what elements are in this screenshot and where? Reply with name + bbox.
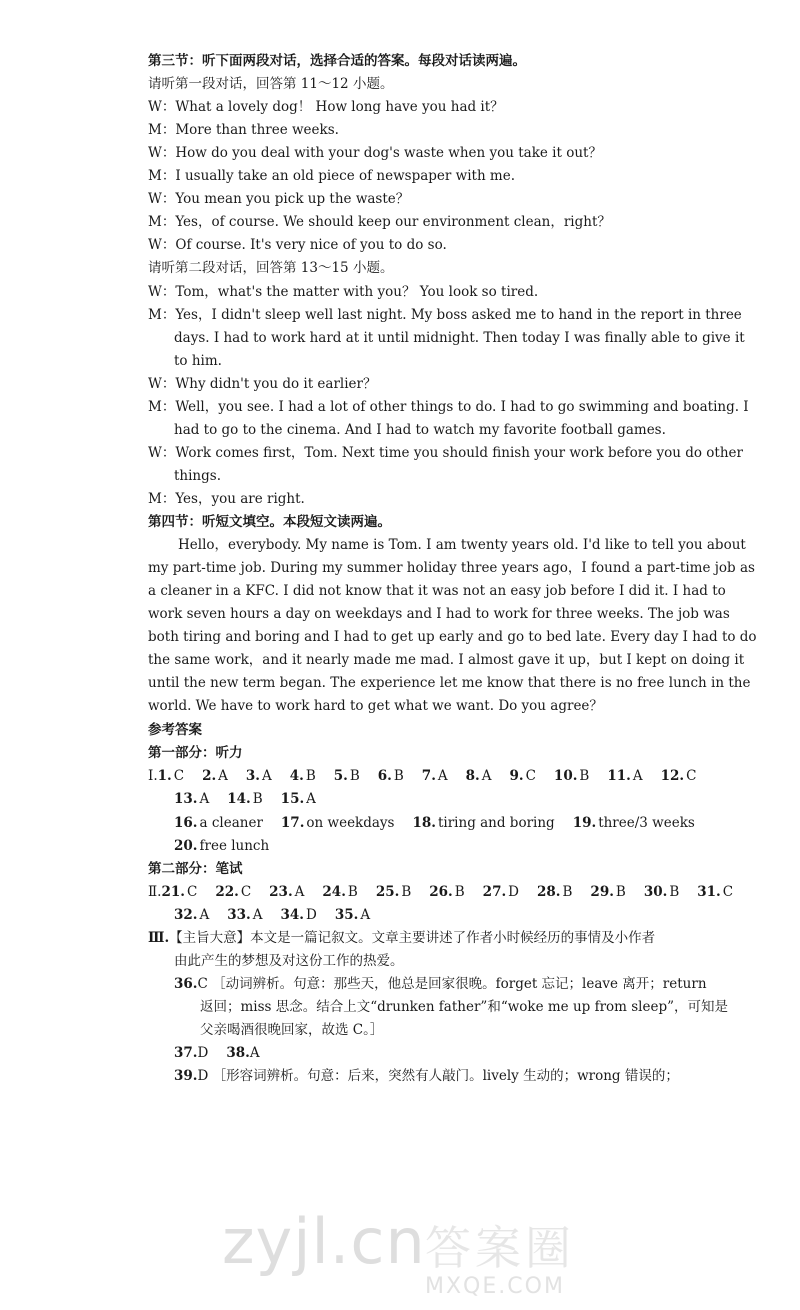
dialogue-line: M：More than three weeks. [148,122,339,138]
answer-value: a cleaner [199,815,263,831]
answer-value: A [252,907,263,923]
passage-line: until the new term began. The experience let me know that there is no free lunch in the [148,675,751,691]
question-number: 8. [465,768,480,784]
answer-value: D [508,884,519,900]
mxqe-watermark [425,1212,775,1307]
answer-value: C [240,884,252,900]
dialogue-line: W：Why didn't you do it earlier？ [148,376,377,392]
dialogue-1-instruction: 请听第一段对话，回答第 11～12 小题。 [148,76,394,92]
question-number: 37. [174,1045,198,1061]
question-number: 3. [245,768,260,784]
answer-row [148,883,751,901]
question-number: 10. [553,768,578,784]
passage-line: my part-time job. During my summer holiday three years ago，I found a part-time job as [148,560,755,576]
answer-value: B [347,884,358,900]
answer-value: D [197,1045,209,1061]
question-number: 1. [157,768,172,784]
answer-value: tiring and boring [437,815,555,831]
answer-value: A [218,768,228,784]
question-number: 33. [227,907,251,923]
answer-value: on weekdays [306,815,395,831]
answer-value: C [186,884,198,900]
dialogue-line: days. I had to work hard at it until midnight. Then today I was finally able to give it [174,330,745,346]
answer-value: B [393,768,404,784]
summary-text: 【主旨大意】本文是一篇记叙文。文章主要讲述了作者小时候经历的事情及小作者 [169,930,656,946]
question-number: 26. [429,884,453,900]
answer-value: C [173,768,185,784]
explanation-text: C ［动词辨析。句意：那些天，他总是回家很晚。forget 忘记；leave 离开；return [197,976,707,992]
explanation-text: 返回；miss 思念。结合上文“drunken father”和“woke me up from sleep”，可知是 [200,999,729,1015]
part-1-heading: 第一部分：听力 [148,745,243,761]
section-3-summary [148,929,655,947]
question-number: 31. [697,884,721,900]
answer-value: A [306,791,316,807]
question-number: 2. [202,768,217,784]
answer-value: A [360,907,371,923]
summary-text: 由此产生的梦想及对这份工作的热爱。 [174,953,404,969]
dialogue-line: M：I usually take an old piece of newspaper with me. [148,168,516,184]
dialogue-line: M：Yes，you are right. [148,491,305,507]
answer-value: B [579,768,590,784]
question-number: 28. [537,884,561,900]
answer-value: B [562,884,573,900]
question-number: 14. [227,791,251,807]
dialogue-line: to him. [174,353,222,369]
dialogue-line: W：Of course. It's very nice of you to do so. [148,237,447,253]
question-number: 29. [590,884,614,900]
answer-row [174,906,388,924]
answer-37-38 [174,1044,260,1062]
question-number: 16. [174,815,198,831]
dialogue-line: M：Well，you see. I had a lot of other things to do. I had to go swimming and boating. I [148,399,749,415]
section-4-heading: 第四节：听短文填空。本段短文读两遍。 [148,514,391,530]
question-number: 20. [174,838,198,854]
question-number: 7. [421,768,436,784]
answer-value: A [249,1045,260,1061]
answer-value: B [349,768,360,784]
watermark-url: MXQE.COM [425,1274,565,1299]
dialogue-line: M：Yes，I didn't sleep well last night. My boss asked me to hand in the report in three [148,307,742,323]
part-2-heading: 第二部分：笔试 [148,861,243,877]
question-number: 11. [607,768,631,784]
dialogue-line: W：What a lovely dog！ How long have you had it？ [148,99,504,115]
section-3-heading: 第三节：听下面两段对话，选择合适的答案。每段对话读两遍。 [148,53,526,69]
passage-line: the same work，and it nearly made me mad. I almost gave it up，but I kept on doing it [148,652,745,668]
question-number: 6. [377,768,392,784]
answer-value: C [686,768,697,784]
question-number: 12. [660,768,685,784]
question-number: 38. [226,1045,250,1061]
question-number: 21. [161,884,185,900]
answer-value: A [437,768,448,784]
roman-numeral: Ⅲ. [148,930,170,946]
answer-value: D [306,907,317,923]
question-number: 17. [280,815,305,831]
explanation-text: D ［形容词辨析。句意：后来，突然有人敲门。lively 生动的；wrong 错误的； [197,1068,679,1084]
question-number: 34. [280,907,304,923]
roman-numeral: Ⅰ. [148,768,158,784]
answer-value: A [199,791,210,807]
answer-value: A [294,884,305,900]
zyjl-watermark: zyjl.cn [222,1205,426,1278]
explanation-39 [174,1067,679,1085]
answer-value: three/3 weeks [598,815,695,831]
question-number: 25. [375,884,400,900]
answer-value: A [632,768,643,784]
question-number: 22. [215,884,239,900]
dialogue-line: W：Work comes first，Tom. Next time you should finish your work before you do other [148,445,743,461]
passage-line: work seven hours a day on weekdays and I had to work for three weeks. The job was [148,606,730,622]
explanation-text: 父亲喝酒很晚回家，故选 C。］ [200,1022,384,1038]
answer-value: B [305,768,316,784]
question-number: 35. [334,907,359,923]
answer-row [174,837,287,855]
answer-value: A [481,768,492,784]
answer-value: B [615,884,626,900]
passage-line: world. We have to work hard to get what we want. Do you agree？ [148,698,603,714]
answer-value: A [262,768,272,784]
question-number: 18. [412,815,436,831]
answer-row [174,790,334,808]
watermark-chinese: 答案圈 [425,1221,575,1275]
question-number: 5. [333,768,348,784]
question-number: 36. [174,976,198,992]
question-number: 13. [174,791,198,807]
dialogue-line: had to go to the cinema. And I had to watch my favorite football games. [174,422,666,438]
dialogue-2-instruction: 请听第二段对话，回答第 13～15 小题。 [148,260,394,276]
answer-value: C [525,768,536,784]
passage-line: Hello，everybody. My name is Tom. I am twenty years old. I'd like to tell you about [178,537,746,553]
question-number: 39. [174,1068,198,1084]
answer-value: B [252,791,263,807]
dialogue-line: W：Tom，what's the matter with you？ You look so tired. [148,284,539,300]
question-number: 30. [643,884,668,900]
answer-key-heading: 参考答案 [148,722,202,738]
dialogue-line: W：You mean you pick up the waste？ [148,191,410,207]
question-number: 32. [174,907,198,923]
passage-line: both tiring and boring and I had to get up early and go to bed late. Every day I had to do [148,629,757,645]
answer-row [174,814,713,832]
dialogue-line: things. [174,468,221,484]
question-number: 27. [482,884,507,900]
answer-value: A [199,907,210,923]
passage-line: a cleaner in a KFC. I did not know that it was not an easy job before I did it. I had to [148,583,726,599]
dialogue-line: W：How do you deal with your dog's waste when you take it out？ [148,145,602,161]
question-number: 23. [269,884,293,900]
roman-numeral: Ⅱ. [148,884,162,900]
answer-row [148,767,714,785]
question-number: 4. [289,768,304,784]
answer-value: free lunch [199,838,270,854]
explanation-36 [174,975,707,993]
question-number: 24. [322,884,346,900]
dialogue-line: M：Yes，of course. We should keep our environment clean，right？ [148,214,611,230]
answer-value: C [722,884,734,900]
question-number: 9. [509,768,524,784]
answer-value: B [454,884,465,900]
answer-value: B [669,884,680,900]
question-number: 19. [572,815,597,831]
answer-value: B [401,884,412,900]
question-number: 15. [280,791,305,807]
